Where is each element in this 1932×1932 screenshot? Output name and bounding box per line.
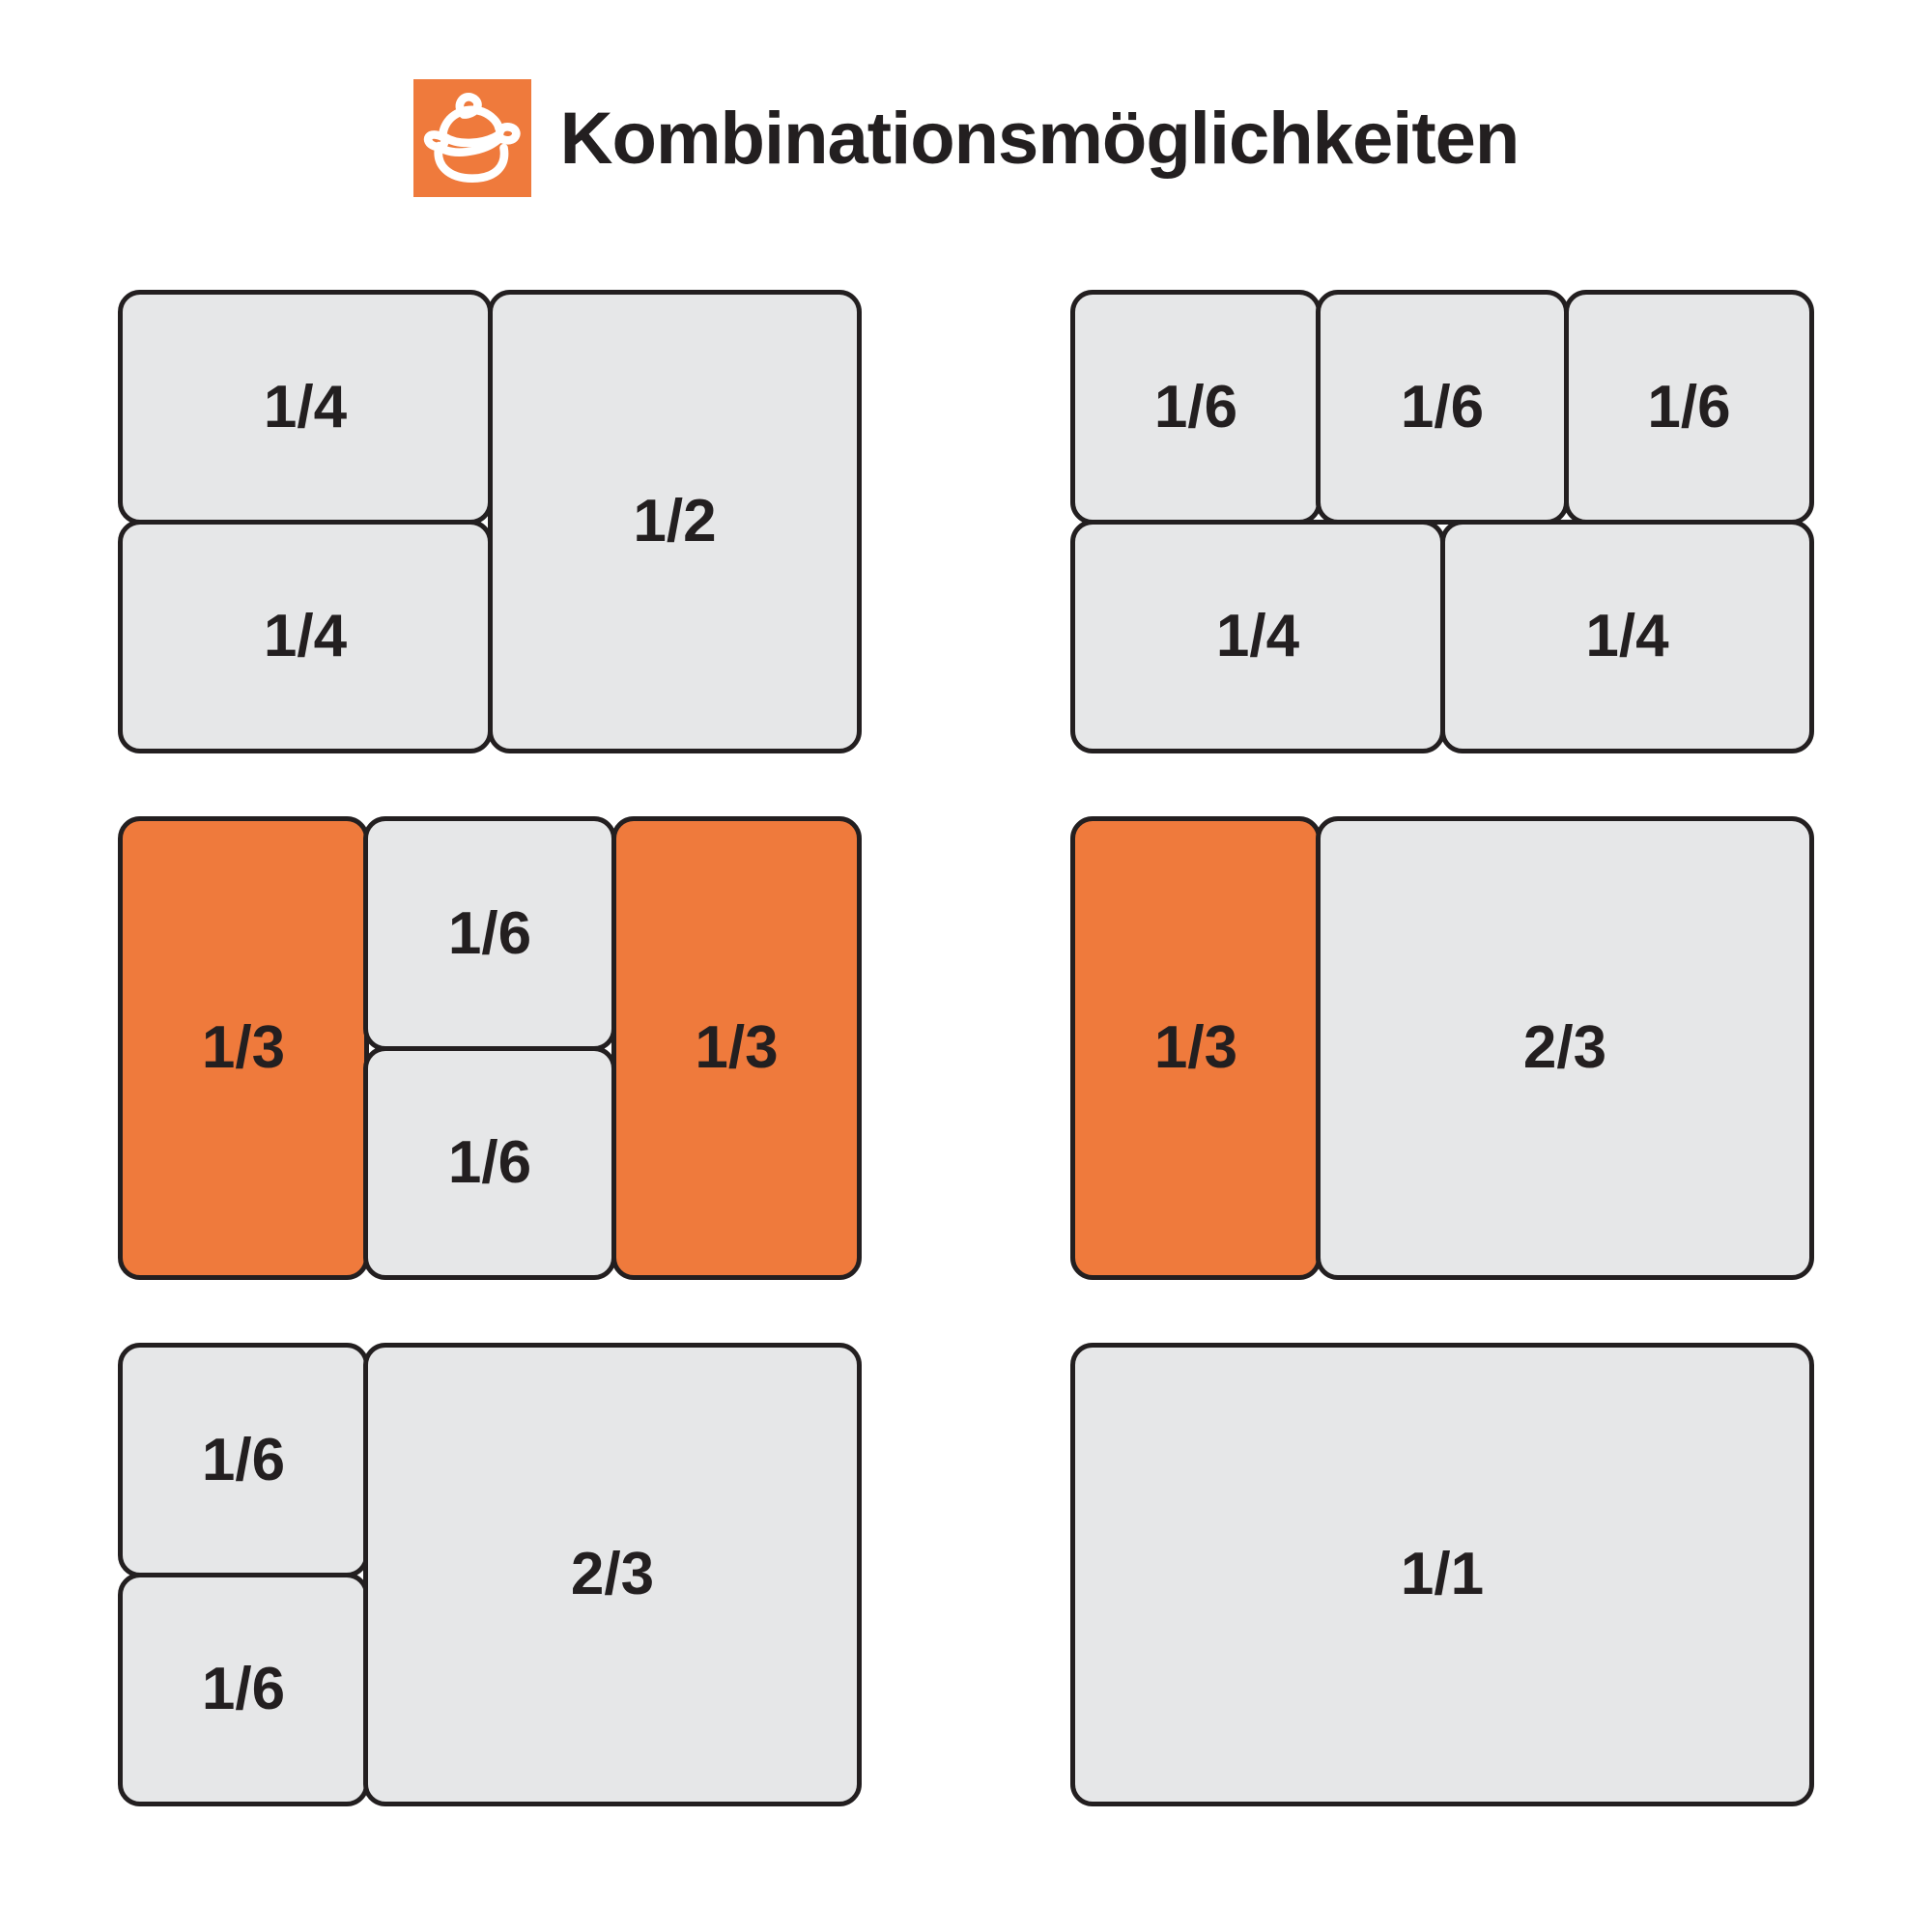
combination-group-6 [1070, 1343, 1814, 1806]
pan-label: 1/6 [1153, 373, 1238, 440]
pan-1-4 [118, 520, 493, 753]
pan-label: 1/2 [633, 488, 717, 554]
combinations-grid [118, 290, 1814, 1806]
pan-label: 1/3 [1153, 1014, 1238, 1081]
pan-label: 1/3 [695, 1014, 779, 1081]
pan-label: 1/6 [1647, 373, 1731, 440]
combination-group-1 [118, 290, 862, 753]
pan-label: 1/4 [1215, 603, 1300, 669]
pan-1-1 [1070, 1343, 1814, 1806]
pan-1-4 [1070, 520, 1445, 753]
pan-1-2 [488, 290, 862, 753]
pan-1-3 [1070, 816, 1321, 1280]
pan-label: 1/6 [447, 899, 532, 967]
pan-1-6 [1070, 290, 1321, 525]
combination-group-2 [1070, 290, 1814, 753]
pan-2-3 [363, 1343, 862, 1806]
logo [413, 79, 531, 197]
pot-icon [413, 79, 531, 197]
pan-1-3 [611, 816, 862, 1280]
combination-group-5 [118, 1343, 862, 1806]
pan-label: 2/3 [570, 1541, 655, 1607]
page-title: Kombinationsmöglichkeiten [559, 97, 1520, 180]
pan-1-4 [118, 290, 493, 525]
pan-label: 1/6 [1400, 373, 1485, 440]
header [0, 79, 1932, 197]
combination-group-3 [118, 816, 862, 1280]
combination-group-4 [1070, 816, 1814, 1280]
pan-1-3 [118, 816, 369, 1280]
pan-label: 1/4 [1585, 603, 1669, 669]
pan-1-6 [363, 816, 616, 1051]
pan-label: 2/3 [1522, 1014, 1607, 1081]
pan-label: 1/3 [201, 1014, 286, 1081]
pan-label: 1/1 [1400, 1541, 1485, 1607]
pan-1-6 [1564, 290, 1814, 525]
pan-label: 1/4 [263, 373, 348, 440]
pan-label: 1/6 [201, 1656, 286, 1722]
pan-1-4 [1440, 520, 1814, 753]
pan-1-6 [118, 1343, 369, 1577]
pan-1-6 [118, 1573, 369, 1806]
pan-1-6 [363, 1046, 616, 1280]
pan-label: 1/6 [447, 1129, 532, 1196]
pan-1-6 [1316, 290, 1569, 525]
pan-label: 1/6 [201, 1426, 286, 1493]
pan-2-3 [1316, 816, 1814, 1280]
pan-label: 1/4 [263, 603, 348, 669]
